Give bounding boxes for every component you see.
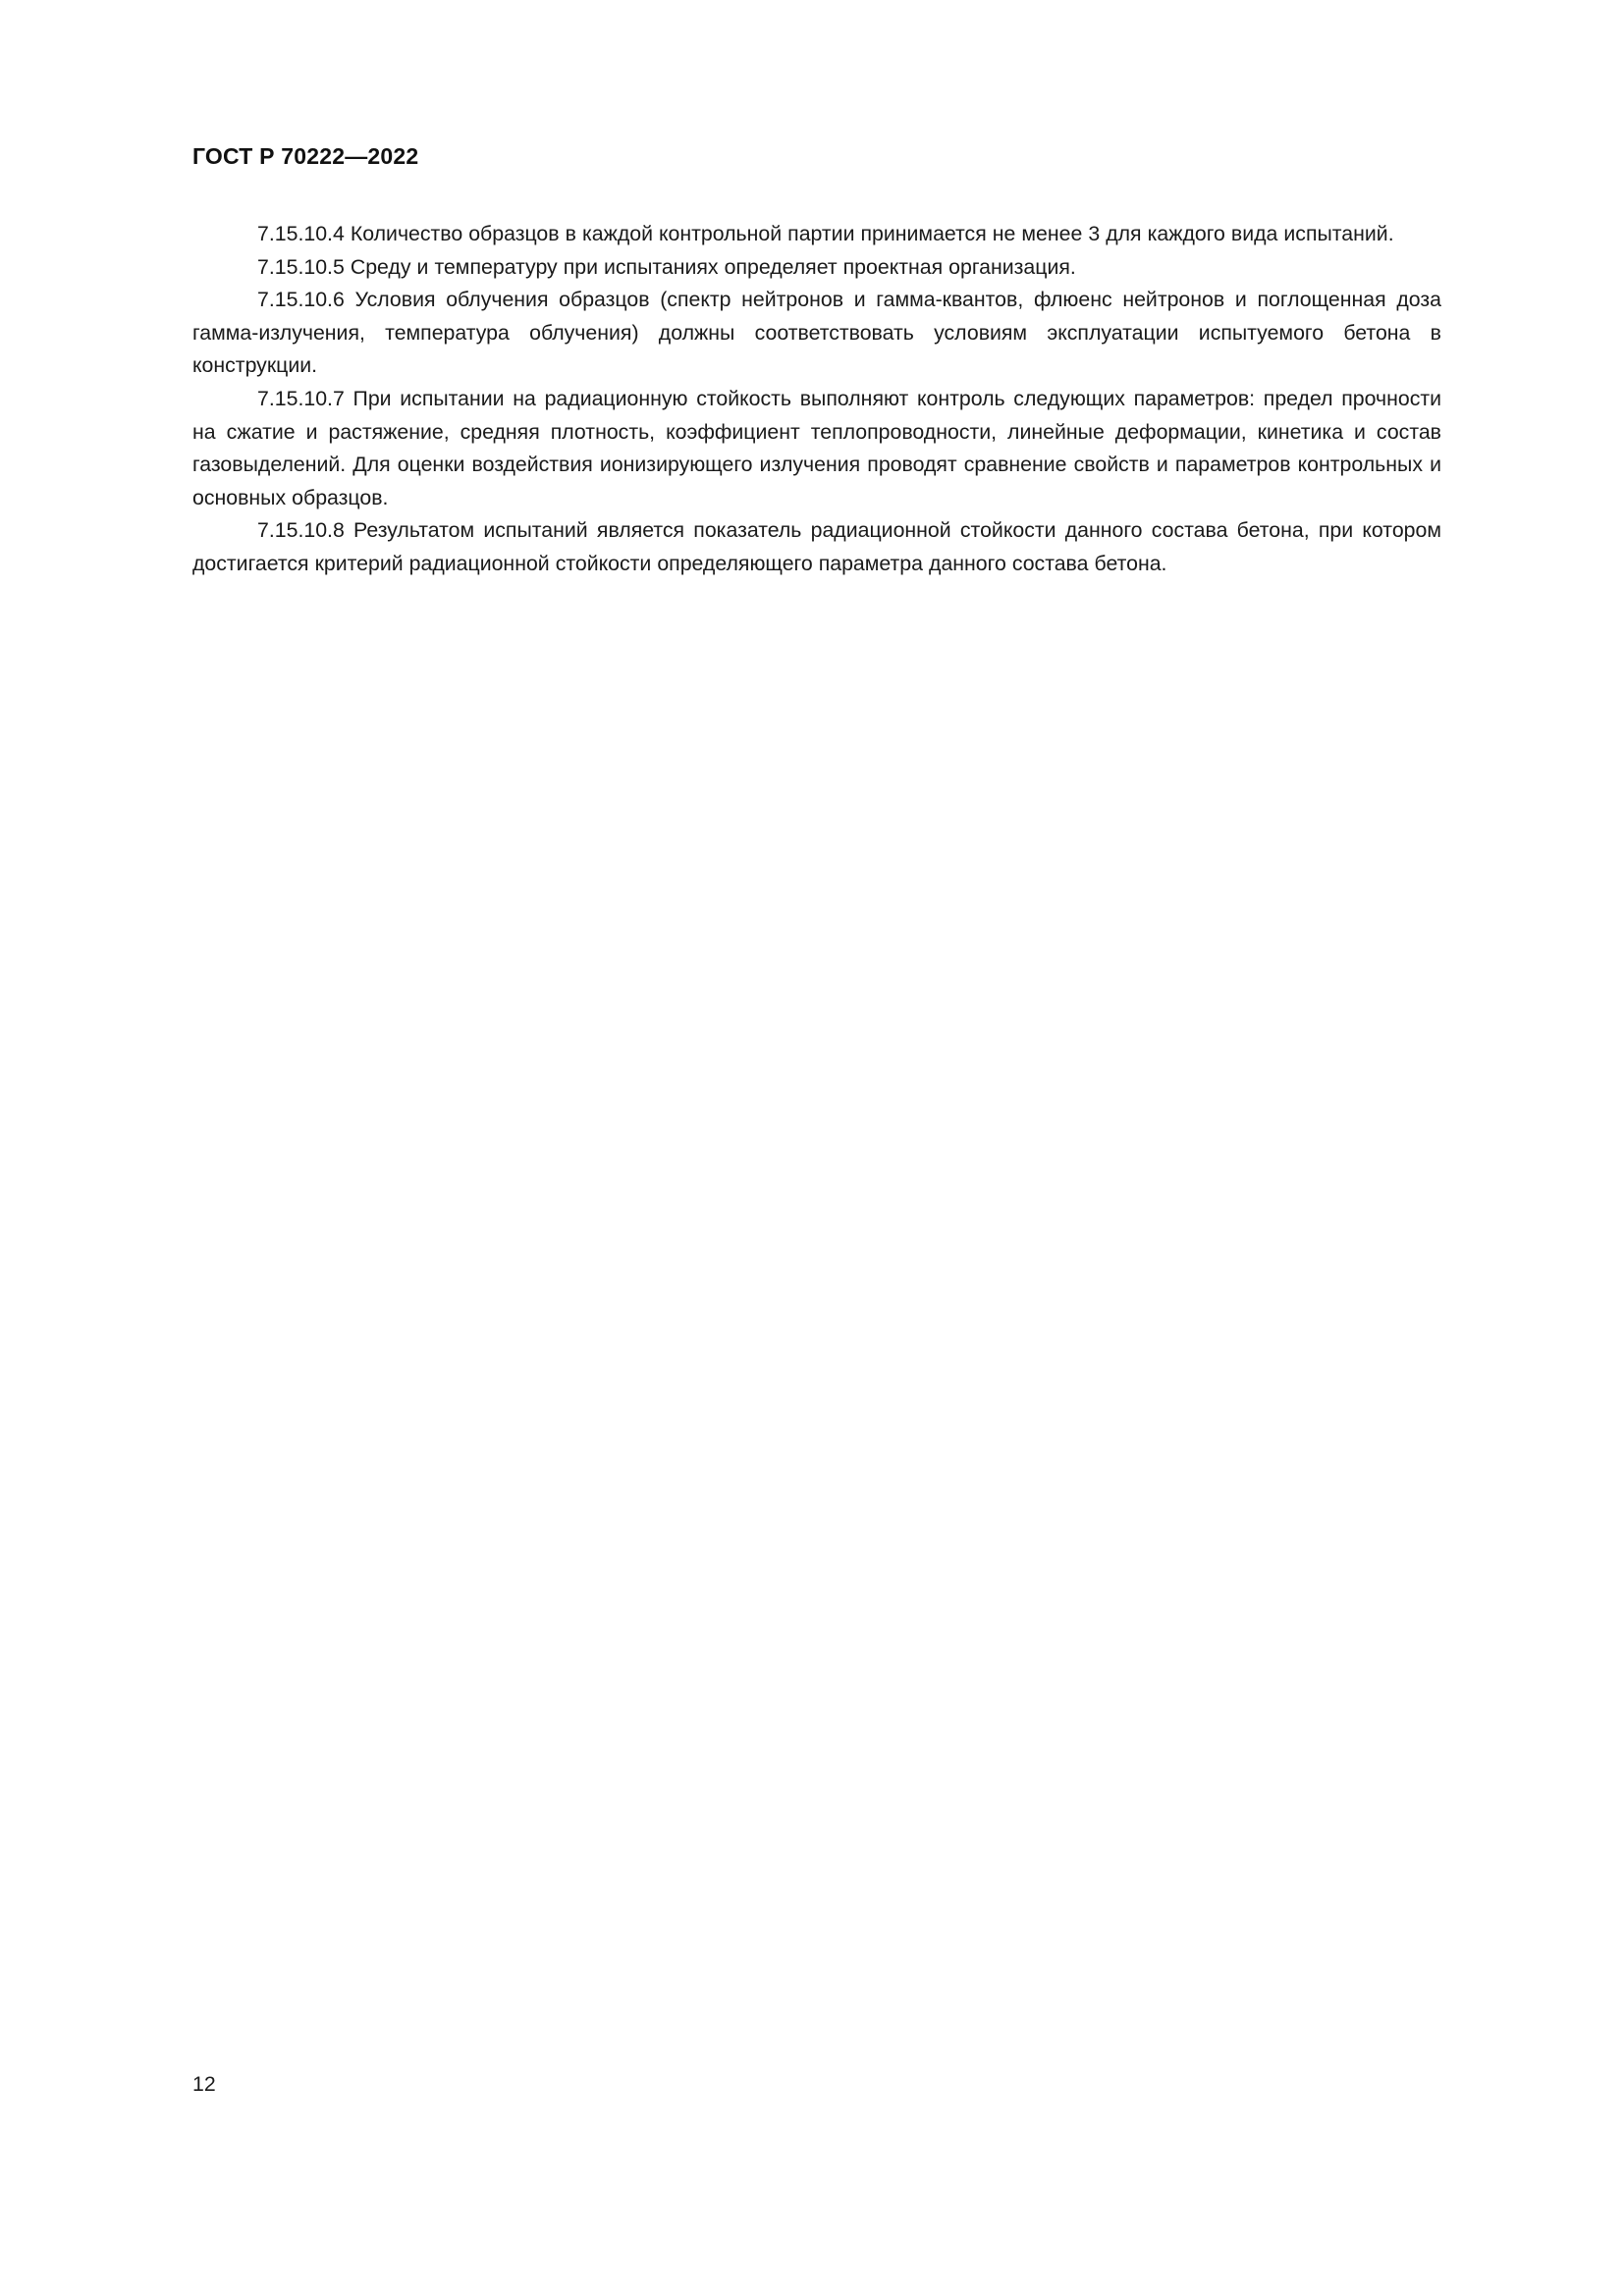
- clause-paragraph: 7.15.10.8 Результатом испытаний является показатель радиационной стойкости данного состава бетона, при котором достигается критерий радиационной стойкости определяющего параметра данного состава бетона.: [192, 518, 1441, 575]
- running-head: ГОСТ Р 70222—2022: [192, 143, 419, 169]
- page-number: 12: [192, 2072, 216, 2096]
- body-text-column: [192, 218, 1441, 581]
- clause-paragraph: 7.15.10.5 Среду и температуру при испытаниях определяет проектная организация.: [257, 254, 1076, 279]
- clause-paragraph: 7.15.10.7 При испытании на радиационную стойкость выполняют контроль следующих параметров: предел прочности на сжатие и растяжение, средняя плотность, коэффициент теплопроводности, линейные деформации, кинетика и состав газовыделений. Для оценки воздействия ионизирующего излучения проводят сравнение свойств и параметров контрольных и основных образцов.: [192, 386, 1441, 509]
- clause-paragraph: 7.15.10.4 Количество образцов в каждой контрольной партии принимается не менее 3 для каждого вида испытаний.: [257, 222, 1394, 245]
- clause-paragraph: 7.15.10.6 Условия облучения образцов (спектр нейтронов и гамма-квантов, флюенс нейтронов и поглощенная доза гамма-излучения, температура облучения) должны соответствовать условиям эксплуатации испытуемого бетона в конструкции.: [192, 288, 1441, 378]
